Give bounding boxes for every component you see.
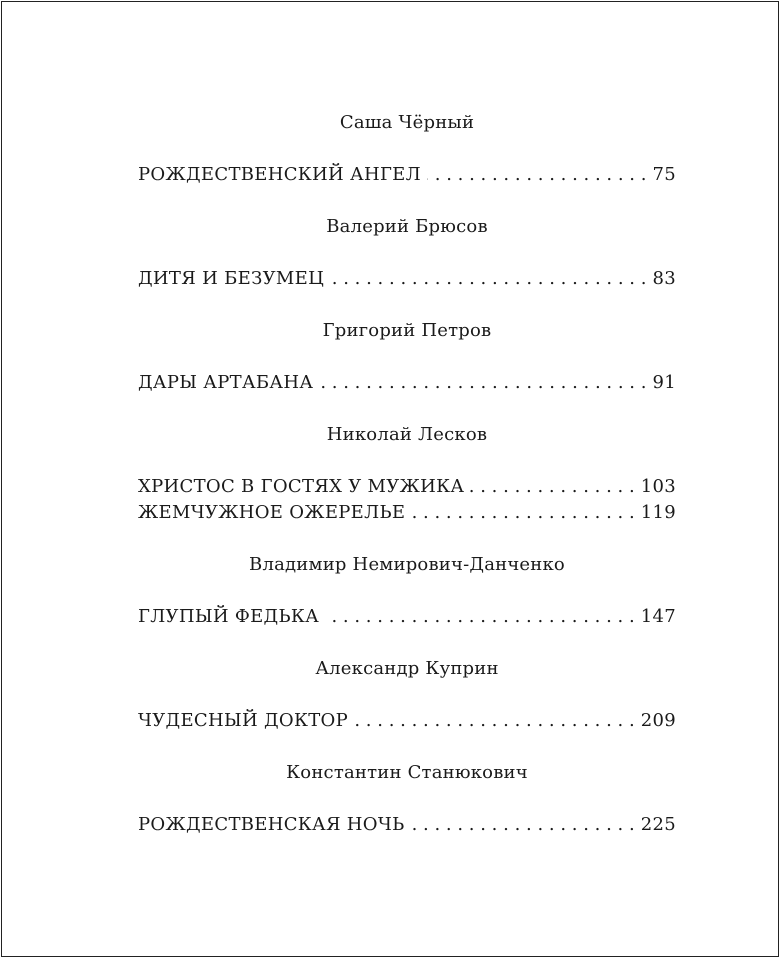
toc-entry[interactable] — [138, 812, 676, 838]
toc-section — [138, 110, 676, 214]
entry-page-number: 75 — [652, 164, 676, 185]
dot-leader — [319, 370, 646, 396]
dot-leader — [411, 812, 635, 838]
entry-title: РОЖДЕСТВЕНСКИЙ АНГЕЛ — [138, 164, 421, 185]
entry-page-number: 209 — [640, 710, 676, 731]
entry-page-number: 83 — [652, 268, 676, 289]
page — [1, 1, 779, 957]
dot-leader — [427, 162, 647, 188]
toc-section — [138, 422, 676, 552]
entry-page-number: 225 — [640, 814, 676, 835]
toc-entry[interactable] — [138, 162, 676, 188]
dot-leader — [411, 500, 634, 526]
toc-section — [138, 318, 676, 422]
author-name: Владимир Немирович-Данченко — [249, 554, 565, 575]
entry-page-number: 103 — [640, 476, 676, 497]
author-name: Саша Чёрный — [339, 112, 475, 133]
author-name: Александр Куприн — [315, 658, 499, 679]
toc-entry[interactable] — [138, 370, 676, 396]
author-name: Валерий Брюсов — [326, 216, 488, 237]
author-name: Григорий Петров — [322, 320, 492, 341]
entry-title: ДИТЯ И БЕЗУМЕЦ — [138, 268, 325, 289]
entry-page-number: 147 — [640, 606, 676, 627]
author-name: Константин Станюкович — [286, 762, 528, 783]
toc-entry[interactable] — [138, 604, 676, 630]
toc-entry[interactable] — [138, 266, 676, 292]
toc-section — [138, 214, 676, 318]
toc-entry[interactable] — [138, 500, 676, 526]
entry-title: РОЖДЕСТВЕНСКАЯ НОЧЬ — [138, 814, 405, 835]
entry-page-number: 91 — [652, 372, 676, 393]
toc-entry[interactable] — [138, 474, 676, 500]
author-name: Николай Лесков — [326, 424, 488, 445]
entry-title: ХРИСТОС В ГОСТЯХ У МУЖИКА — [138, 476, 465, 497]
toc-section — [138, 552, 676, 656]
entry-title: ЧУДЕСНЫЙ ДОКТОР — [138, 710, 348, 731]
dot-leader — [354, 708, 635, 734]
toc-section — [138, 656, 676, 760]
entry-title: ЖЕМЧУЖНОЕ ОЖЕРЕЛЬЕ — [138, 502, 406, 523]
entry-title: ДАРЫ АРТАБАНА — [138, 372, 314, 393]
entry-title: ГЛУПЫЙ ФЕДЬКА — [138, 606, 320, 627]
dot-leader — [325, 604, 635, 630]
toc-entry[interactable] — [138, 708, 676, 734]
entry-page-number: 119 — [640, 502, 676, 523]
dot-leader — [470, 474, 634, 500]
toc-section — [138, 760, 676, 838]
table-of-contents — [138, 110, 676, 838]
dot-leader — [330, 266, 646, 292]
